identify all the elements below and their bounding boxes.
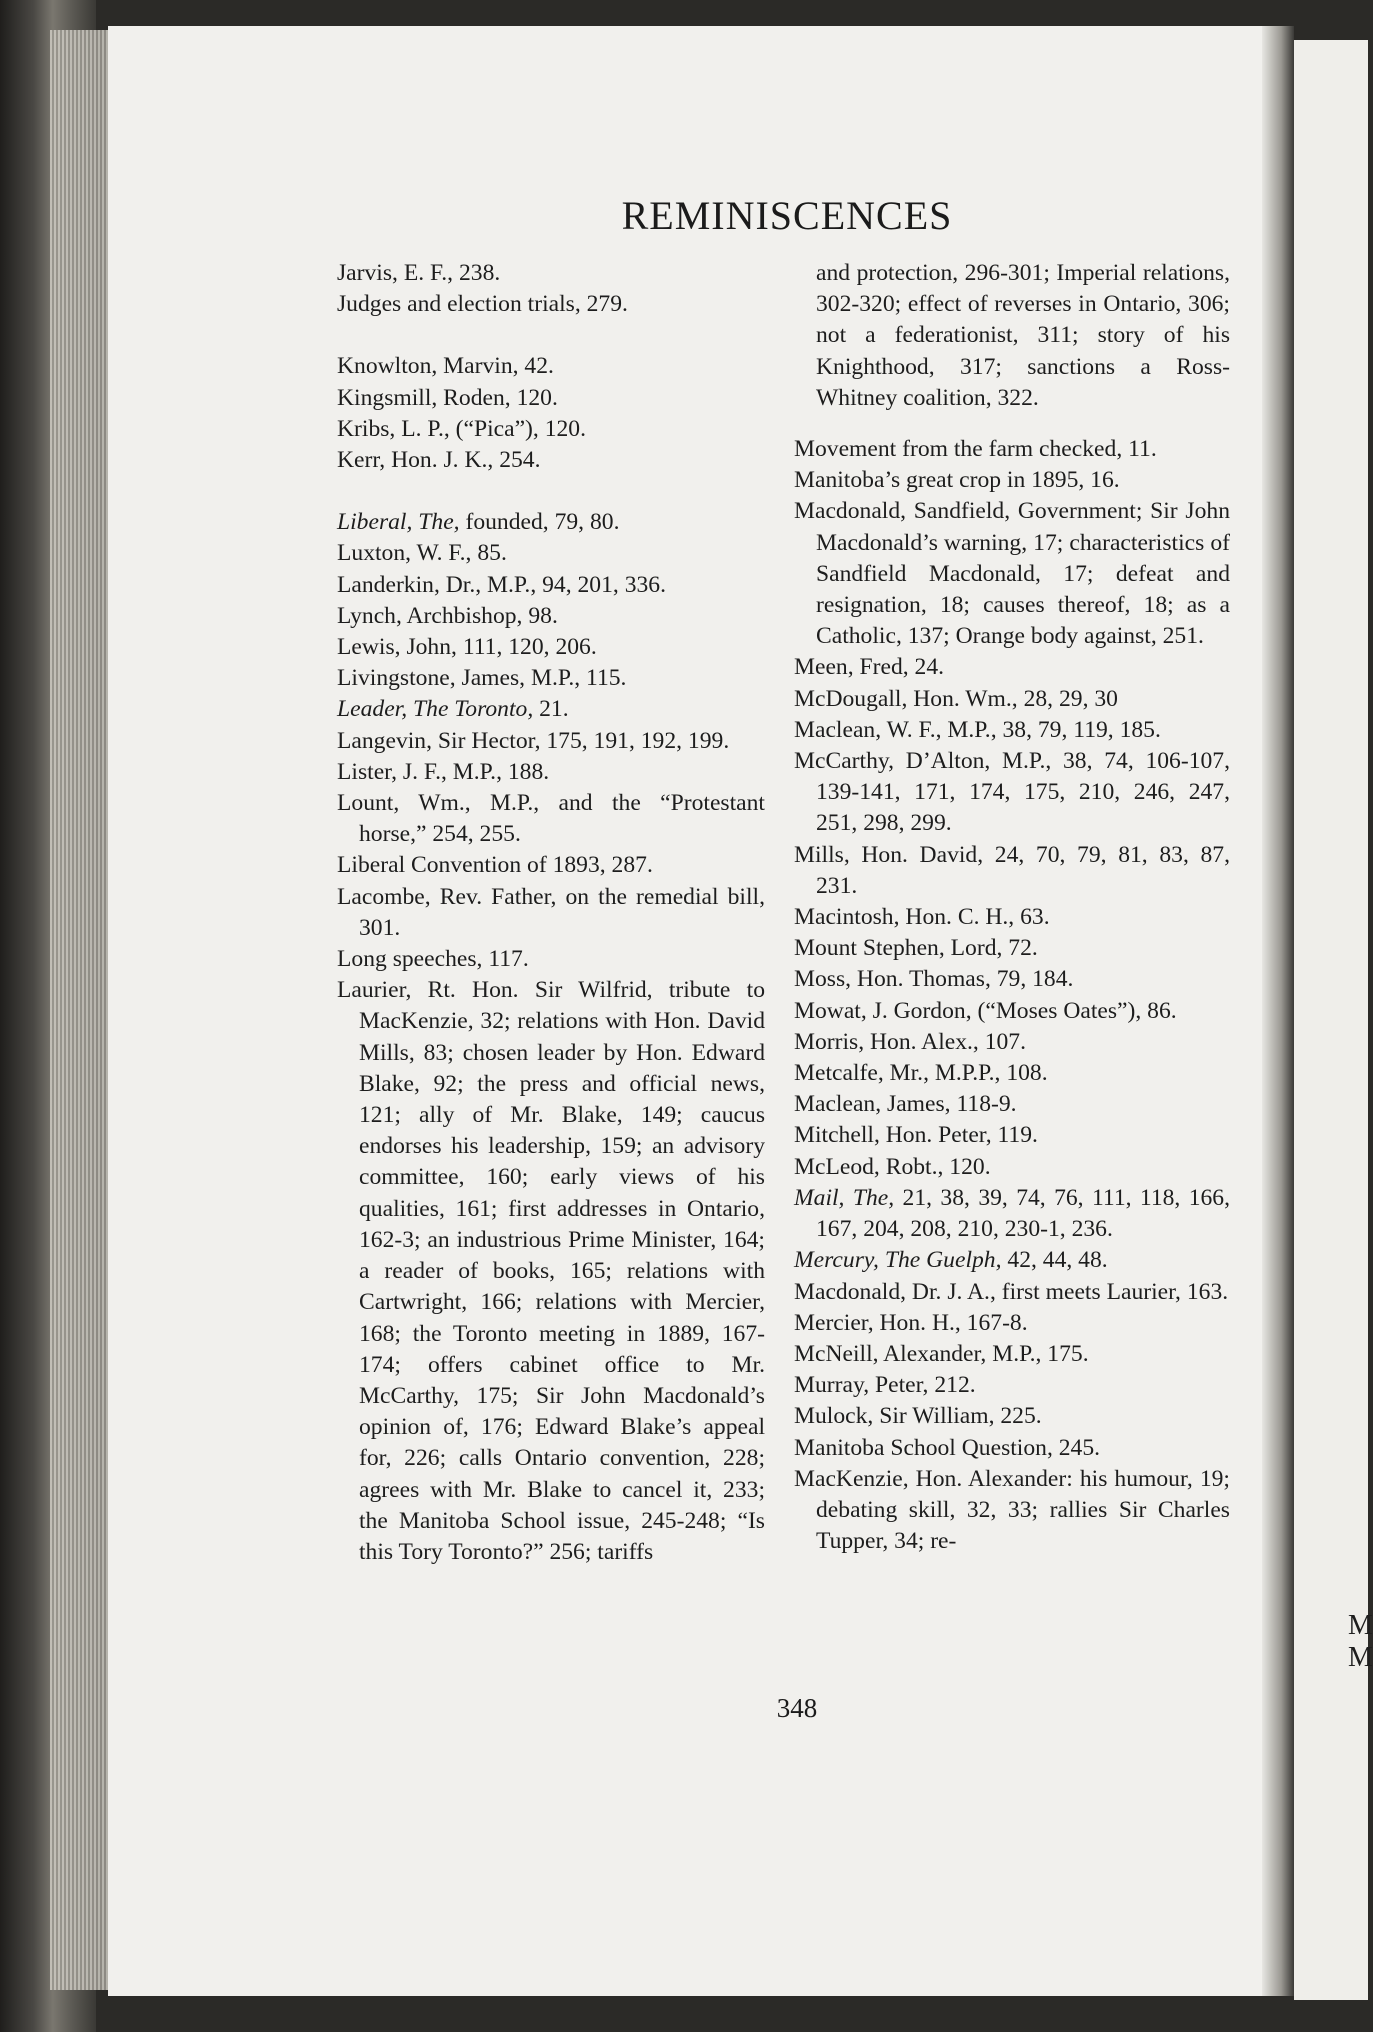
index-entry [794, 1308, 1230, 1339]
index-entry-text: Mowat, J. Gordon, (“Moses Oates”), 86. [794, 997, 1177, 1024]
index-entry-text: Laurier, Rt. Hon. Sir Wilfrid, tribute to MacKenzie, 32; relations with Hon. David Mills, 83; chosen leader by Hon. Edward Blake, 92; the press and official news, 121; ally of Mr. Blake, 149; caucus endorses his leadership, 159; an advisory committee, 160; early views of his qualities, 161; first addresses in Ontario, 162-3; an industrious Prime Minister, 164; a reader of books, 165; relations with Cartwright, 166; relations with Mercier, 168; the Toronto meeting in 1889, 167-174; offers cabinet office to Mr. McCarthy, 175; Sir John Macdonald’s opinion of, 176; Edward Blake’s appeal for, 226; calls Ontario convention, 228; agrees with Mr. Blake to cancel it, 233; the Manitoba School issue, 245-248; “Is this Tory Toronto?” 256; tariffs [337, 977, 765, 1565]
index-entry [337, 632, 765, 663]
facing-page-fragment-1: M [1348, 1610, 1373, 1641]
index-entry-text: Morris, Hon. Alex., 107. [794, 1028, 1026, 1055]
index-entry-text: Manitoba School Question, 245. [794, 1434, 1101, 1461]
running-head: REMINISCENCES [621, 193, 953, 238]
index-entry-text: Kingsmill, Roden, 120. [337, 384, 558, 411]
index-entry-text: Lount, Wm., M.P., and the “Protestant horse,” 254, 255. [337, 790, 765, 848]
index-entry-text: Lynch, Archbishop, 98. [337, 602, 558, 629]
index-entry [337, 538, 765, 569]
page-number: 348 [776, 1693, 818, 1723]
index-entry-text: Landerkin, Dr., M.P., 94, 201, 336. [337, 571, 666, 598]
index-entry [794, 1277, 1230, 1308]
index-entry-text: Maclean, James, 118-9. [794, 1091, 1017, 1118]
index-entry-text: Lewis, John, 111, 120, 206. [337, 634, 597, 661]
index-entry [337, 757, 765, 788]
index-entry-text: Mercier, Hon. H., 167-8. [794, 1309, 1028, 1336]
index-entry-text: 21, 38, 39, 74, 76, 111, 118, 166, 167, 204, 208, 210, 230-1, 236. [816, 1184, 1231, 1243]
index-entry-text: Mount Stephen, Lord, 72. [794, 935, 1038, 962]
index-entry-text: Macdonald, Dr. J. A., first meets Laurier, 163. [794, 1278, 1229, 1305]
index-entry-text: Murray, Peter, 212. [794, 1372, 976, 1399]
index-entry [337, 445, 765, 476]
index-entry-text: Judges and election trials, 279. [337, 291, 628, 318]
index-entry-title: Liberal, The, [337, 509, 460, 536]
index-entry-text: founded, 79, 80. [459, 509, 620, 536]
index-entry [794, 1120, 1230, 1151]
index-entry [337, 570, 765, 601]
index-entry-text: Livingstone, James, M.P., 115. [337, 665, 627, 692]
index-entry [337, 414, 765, 445]
index-entry [794, 715, 1230, 746]
index-entry [337, 882, 765, 944]
index-entry [794, 496, 1230, 652]
index-entry-text: Kerr, Hon. J. K., 254. [337, 447, 541, 474]
index-entry-text: Meen, Fred, 24. [794, 654, 945, 681]
index-entry-text: Lister, J. F., M.P., 188. [337, 758, 550, 785]
index-entry [337, 289, 765, 320]
index-entry [337, 351, 765, 382]
index-entry [337, 601, 765, 632]
index-entry-text: Macintosh, Hon. C. H., 63. [794, 904, 1050, 931]
index-entry [794, 1089, 1230, 1120]
index-entry [794, 258, 1230, 414]
index-entry-text: Movement from the farm checked, 11. [794, 436, 1157, 463]
index-entry-text: McCarthy, D’Alton, M.P., 38, 74, 106-107, 139-141, 171, 174, 175, 210, 246, 247, 251, 298, 299. [794, 748, 1230, 837]
index-entry [794, 933, 1230, 964]
index-entry [337, 507, 765, 538]
index-entry-text: Metcalfe, Mr., M.P.P., 108. [794, 1060, 1048, 1087]
index-entry-text: MacKenzie, Hon. Alexander: his humour, 19; debating skill, 32, 33; rallies Sir Charles Tupper, 34; re- [794, 1465, 1230, 1555]
page-stack-edge [50, 30, 110, 1990]
index-entry [794, 1058, 1230, 1089]
index-entry [337, 663, 765, 694]
index-entry [794, 1339, 1230, 1370]
index-entry [794, 434, 1230, 465]
facing-page [1294, 40, 1368, 2000]
index-entry-text: McNeill, Alexander, M.P., 175. [794, 1340, 1089, 1367]
index-entry-text: Luxton, W. F., 85. [337, 540, 507, 567]
index-entry [337, 694, 765, 725]
index-entry-text: Macdonald, Sandfield, Government; Sir John Macdonald’s warning, 17; characteristics of Sandfield Macdonald, 17; defeat and resignation, 18; causes thereof, 18; as a Catholic, 137; Orange body against, 251. [794, 498, 1230, 650]
index-entry [794, 746, 1230, 840]
index-entry-text: Maclean, W. F., M.P., 38, 79, 119, 185. [794, 716, 1161, 743]
index-entry [794, 1152, 1230, 1183]
index-entry [794, 465, 1230, 496]
facing-page-fragment-2: M [1348, 1642, 1373, 1673]
index-entry-title: Mercury, The Guelph, [794, 1247, 1002, 1274]
index-entry-text: McLeod, Robt., 120. [794, 1153, 991, 1180]
index-entry [794, 1370, 1230, 1401]
index-entry [794, 684, 1230, 715]
index-entry [794, 1245, 1230, 1276]
index-entry-text: Lacombe, Rev. Father, on the remedial bill, 301. [337, 883, 765, 941]
index-entry-text: Kribs, L. P., (“Pica”), 120. [337, 415, 587, 442]
index-entry [794, 964, 1230, 995]
index-entry [337, 258, 765, 289]
index-entry-text: 42, 44, 48. [1001, 1247, 1108, 1274]
index-entry-text: Mills, Hon. David, 24, 70, 79, 81, 83, 87, 231. [794, 841, 1230, 899]
index-entry [794, 902, 1230, 933]
index-entry-text: 21. [533, 696, 569, 723]
index-entry-text: Long speeches, 117. [337, 946, 529, 973]
index-column-left [337, 258, 765, 1568]
index-entry [794, 1027, 1230, 1058]
index-entry-title: Leader, The Toronto, [337, 696, 534, 723]
index-entry-title: Mail, The, [794, 1184, 895, 1211]
page-gutter-shadow [1262, 26, 1294, 1996]
index-entry [337, 383, 765, 414]
index-entry-text: Mulock, Sir William, 225. [794, 1403, 1042, 1430]
index-entry-text: Moss, Hon. Thomas, 79, 184. [794, 966, 1074, 993]
index-entry [337, 850, 765, 881]
index-entry [794, 1433, 1230, 1464]
index-entry [794, 1464, 1230, 1558]
index-entry [337, 788, 765, 850]
index-column-right [794, 258, 1230, 1557]
index-entry-text: Liberal Convention of 1893, 287. [337, 852, 653, 879]
index-entry-text: Jarvis, E. F., 238. [337, 260, 501, 286]
index-entry [794, 840, 1230, 902]
index-entry [337, 975, 765, 1568]
index-entry-text: Langevin, Sir Hector, 175, 191, 192, 199. [337, 727, 730, 754]
index-entry [337, 944, 765, 975]
index-entry-text: McDougall, Hon. Wm., 28, 29, 30 [794, 685, 1118, 712]
index-entry [794, 652, 1230, 683]
index-entry [794, 1183, 1230, 1245]
index-entry [794, 996, 1230, 1027]
index-entry-text: Knowlton, Marvin, 42. [337, 353, 554, 380]
index-entry [794, 1401, 1230, 1432]
index-entry-text: and protection, 296-301; Imperial relations, 302-320; effect of reverses in Ontario, 306; not a federationist, 311; story of his Knighthood, 317; sanctions a Ross-Whitney coalition, 322. [816, 260, 1230, 411]
index-entry-text: Mitchell, Hon. Peter, 119. [794, 1122, 1038, 1149]
index-entry-text: Manitoba’s great crop in 1895, 16. [794, 467, 1120, 494]
index-entry [337, 726, 765, 757]
